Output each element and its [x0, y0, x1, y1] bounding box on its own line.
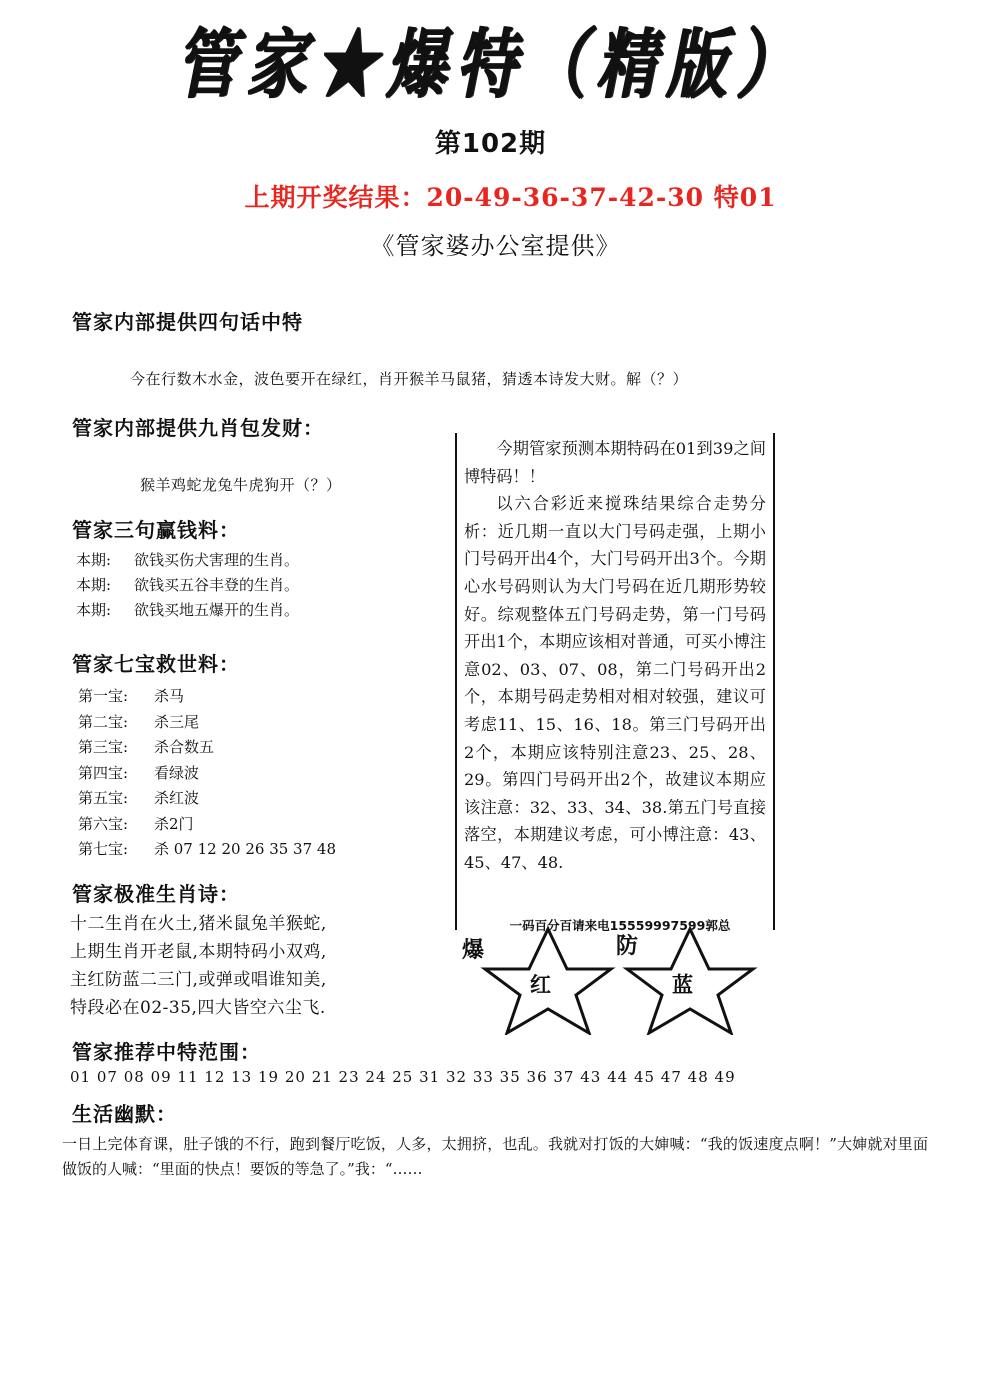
treasure-text-6: 杀2门	[154, 814, 194, 833]
humor-heading: 生活幽默：	[72, 1102, 177, 1126]
treasure-label-2: 第二宝:	[78, 712, 129, 731]
four-sentence-heading: 管家内部提供四句话中特	[72, 310, 303, 334]
analysis-box	[455, 433, 775, 930]
treasure-text-2: 杀三尾	[154, 712, 200, 731]
list-item	[76, 573, 299, 598]
star-left-outer-label: 爆	[462, 937, 485, 963]
poem-line: 上期生肖开老鼠,本期特码小双鸡,	[70, 942, 327, 962]
list-item	[76, 548, 299, 573]
list-item	[78, 684, 336, 710]
three-sentence-label-2: 本期:	[76, 576, 112, 594]
poem-line: 特段必在02-35,四大皆空六尘飞.	[70, 998, 326, 1018]
zodiac-poem-lines	[70, 910, 327, 1022]
nine-zodiac-heading: 管家内部提供九肖包发财：	[72, 416, 324, 440]
stars-area	[458, 925, 778, 1035]
nine-zodiac-line: 猴羊鸡蛇龙兔牛虎狗开（？）	[140, 476, 342, 494]
humor-text: 一日上完体育课，肚子饿的不行，跑到餐厅吃饭，人多，太拥挤，也乱。我就对打饭的大婶喊：“我的饭速度点啊！”大婶就对里面做饭的人喊：“里面的快点！要饭的等急了。”我：“……	[62, 1135, 928, 1178]
treasure-label-6: 第六宝:	[78, 814, 129, 833]
recommend-range-numbers: 01 07 08 09 11 12 13 19 20 21 23 24 25 31 32 33 35 36 37 43 44 45 47 48 49	[70, 1068, 736, 1086]
three-sentence-text-3: 欲钱买地五爆开的生肖。	[134, 601, 300, 619]
poem-line: 十二生肖在火土,猪米鼠兔羊猴蛇,	[70, 914, 327, 934]
three-sentence-list	[76, 548, 299, 623]
four-sentence-poem: 今在行数木水金，波色要开在绿红，肖开猴羊马鼠猪，猜透本诗发大财。解（？）	[130, 370, 689, 388]
treasure-text-1: 杀马	[154, 687, 185, 705]
list-item	[78, 812, 336, 838]
list-item	[76, 598, 299, 623]
treasure-text-4: 看绿波	[154, 763, 200, 782]
treasure-text-7: 杀 07 12 20 26 35 37 48	[154, 840, 336, 858]
analysis-paragraph-1: 今期管家预测本期特码在01到39之间博特码！！	[464, 439, 766, 486]
star-right-outer-label: 防	[616, 933, 639, 959]
treasure-label-5: 第五宝:	[78, 789, 129, 807]
analysis-text	[457, 433, 773, 877]
hotline-text: 一码百分百请来电15559997599郭总	[509, 918, 731, 933]
header	[0, 0, 981, 261]
three-sentence-text-2: 欲钱买五谷丰登的生肖。	[134, 576, 300, 594]
list-item	[78, 837, 336, 863]
provider-credit: 《管家婆办公室提供》	[370, 232, 621, 260]
star-right-inner-label: 蓝	[672, 972, 693, 997]
star-left-inner-label: 红	[530, 972, 551, 997]
three-sentence-label-1: 本期:	[76, 551, 112, 569]
poem-line: 主红防蓝二三门,或弹或唱谁知美,	[70, 970, 327, 990]
treasure-label-4: 第四宝:	[78, 763, 129, 782]
star-right	[610, 925, 770, 1039]
analysis-paragraph-2: 以六合彩近来搅珠结果综合走势分析：近几期一直以大门号码走强，上期小门号码开出4个，大门号码开出3个。今期心水号码则认为大门号码在近几期形势较好。综观整体五门号码走势，第一门号码开出1个，本期应该相对普通，可买小博注意02、03、07、08，第二门号码开出2个，本期号码走势相对相对较强，建议可考虑11、15、16、18。第三门号码开出2个，本期应该特别注意23、25、28、29。第四门号码开出2个，故建议本期应该注意：32、33、34、38.第五门号直接落空，本期建议考虑，可小博注意：43、45、47、48.	[464, 494, 766, 872]
page-title: 管家★爆特（精版）	[175, 21, 806, 109]
treasure-text-3: 杀合数五	[154, 738, 215, 756]
recommend-range-heading: 管家推荐中特范围：	[72, 1040, 261, 1064]
seven-treasures-list	[78, 684, 336, 863]
seven-treasures-heading: 管家七宝救世料：	[72, 652, 240, 676]
list-item	[78, 735, 336, 761]
issue-number: 第102期	[434, 129, 547, 159]
star-left	[468, 925, 628, 1039]
list-item	[78, 710, 336, 736]
three-sentence-label-3: 本期:	[76, 601, 112, 619]
list-item	[78, 786, 336, 812]
last-draw-result: 上期开奖结果：20-49-36-37-42-30 特01	[244, 183, 777, 212]
three-sentence-text-1: 欲钱买伤犬害理的生肖。	[134, 551, 300, 569]
zodiac-poem-heading: 管家极准生肖诗：	[72, 882, 240, 906]
treasure-label-7: 第七宝:	[78, 840, 129, 858]
treasure-label-3: 第三宝:	[78, 738, 129, 756]
three-sentence-heading: 管家三句赢钱料：	[72, 518, 240, 542]
treasure-text-5: 杀红波	[154, 789, 200, 807]
list-item	[78, 761, 336, 787]
treasure-label-1: 第一宝:	[78, 687, 129, 705]
